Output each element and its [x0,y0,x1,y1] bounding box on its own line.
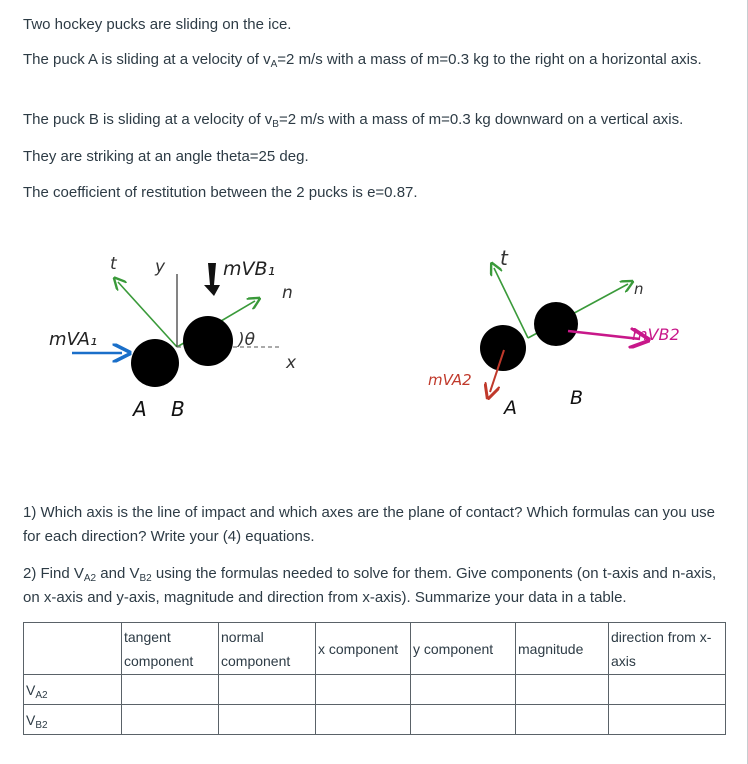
label-b-after: B [570,387,584,409]
label-mva2: mVA2 [428,371,472,389]
intro-line-1: Two hockey pucks are sliding on the ice. [23,16,292,33]
table-cell[interactable] [122,705,219,735]
line2-subscript: A [270,59,278,70]
label-a: A [133,397,147,421]
header-magnitude: magnitude [516,623,609,675]
header-y-component: y component [411,623,516,675]
intro-line-2 [23,48,728,72]
table-cell[interactable] [609,705,726,735]
label-theta: )θ [238,330,256,350]
header-tangent: tangent component [122,623,219,675]
table-cell[interactable] [516,705,609,735]
line2-text-post: =2 m/s with a mass of m=0.3 kg to the right on a horizontal axis. [277,51,702,68]
table-row [24,705,726,735]
puck-a-after [480,325,526,371]
table-cell[interactable] [316,675,411,705]
puck-b-after [534,302,578,346]
q2-text-post: using the formulas needed to solve for them. Give components (on t-axis and n-axis, on x-axis and y-axis, magnitude and direction from x-axis). Summarize your data in a table. [23,565,717,606]
label-mvb1: mVB₁ [223,258,276,280]
q2-text-pre: 2) Find V [23,565,84,582]
row-label-va2 [24,675,122,705]
q2-text-mid: and V [96,565,140,582]
label-y: y [155,257,166,277]
intro-line-3 [23,108,728,132]
label-x: x [286,353,297,373]
q2-sub-1: A2 [83,573,97,584]
label-t-after: t [500,246,508,270]
header-direction: direction from x-axis [609,623,726,675]
puck-a [131,339,179,387]
row-label-sub: A2 [35,689,48,701]
q2-sub-2: B2 [139,573,152,584]
vb1-arrow [204,263,220,296]
label-mvb2: mVB2 [632,325,680,344]
table-header-row [24,623,726,675]
table-cell[interactable] [411,705,516,735]
row-label-sub: B2 [35,719,48,731]
t-axis-line [118,282,177,347]
puck-b [183,316,233,366]
table-cell[interactable] [219,705,316,735]
table-cell[interactable] [411,675,516,705]
table-cell[interactable] [122,675,219,705]
label-t: t [110,254,117,274]
row-label-vb2 [24,705,122,735]
line2-text-pre: The puck A is sliding at a velocity of v [23,51,271,68]
header-empty [24,623,122,675]
summary-table [23,622,726,735]
label-n: n [282,283,293,303]
label-n-after: n [634,280,644,298]
line3-subscript: B [272,119,279,130]
line3-text-post: =2 m/s with a mass of m=0.3 kg downward on a vertical axis. [278,111,684,128]
label-mva1: mVA₁ [49,329,98,350]
line3-text-pre: The puck B is sliding at a velocity of v [23,111,273,128]
collision-diagram-before [30,238,360,428]
question-2 [23,562,728,610]
table-cell[interactable] [609,675,726,705]
table-cell[interactable] [316,705,411,735]
label-b: B [171,397,185,421]
table-row [24,675,726,705]
intro-line-5: The coefficient of restitution between the 2 pucks is e=0.87. [23,184,418,201]
header-x-component: x component [316,623,411,675]
label-a-after: A [504,397,517,419]
header-normal: normal component [219,623,316,675]
row-label-main: V [26,711,36,728]
table-cell[interactable] [516,675,609,705]
table-cell[interactable] [219,675,316,705]
intro-line-4: They are striking at an angle theta=25 deg. [23,148,309,165]
question-1: 1) Which axis is the line of impact and which axes are the plane of contact? Which formulas can you use for each direction? Write your (4) equations. [23,504,716,545]
vb2-arrow [568,331,640,339]
collision-diagram-after [420,238,720,428]
row-label-main: V [26,681,36,698]
